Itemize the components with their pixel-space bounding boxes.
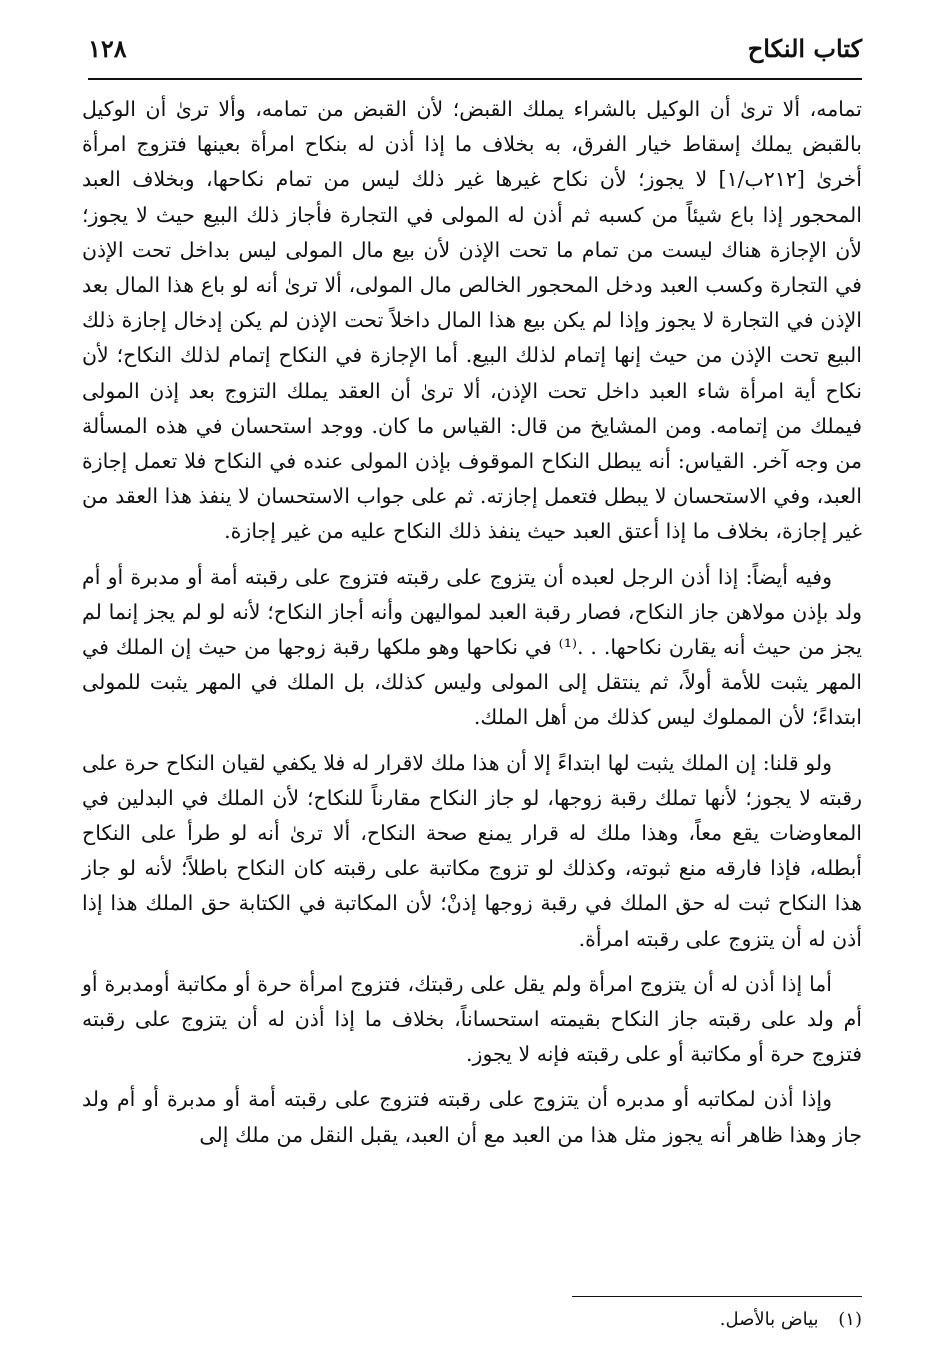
- paragraph-5: وإذا أذن لمكاتبه أو مدبره أن يتزوج على رقبته فتزوج على رقبته أمة أو مدبرة أو أم ولد جاز وهذا ظاهر أنه يجوز مثل هذا من العبد مع أن العبد، يقبل النقل من ملك إلى: [82, 1087, 862, 1147]
- footnote: [720, 1306, 862, 1334]
- paragraph-1: تمامه، ألا ترىٰ أن الوكيل بالشراء يملك القبض؛ لأن القبض من تمامه، وألا ترىٰ أن الوكيل بالقبض يملك إسقاط خيار الفرق، به بخلاف ما إذا أذن له بنكاح امرأة بعينها فتزوج امرأة أخرىٰ [٢١٢ب/١] لا يجوز؛ لأن نكاح غيرها غير ذلك ليس من تمام نكاحها، وبخلاف العبد المحجور إذا باع شيئاً من كسبه ثم أذن له المولى في التجارة فأجاز ذلك البيع حيث لا يجوز؛ لأن الإجازة هناك ليست من تمام ما تحت الإذن لأن بيع مال المولى ليس بداخل تحت الإذن في التجارة وكسب العبد ودخل المحجور الخالص مال المولى، ألا ترىٰ أنه لو باع هذا المال بعد الإذن في التجارة لا يجوز وإذا لم يكن بيع هذا المال داخلاً تحت الإذن لم يكن إدخال إجازة ذلك البيع تحت الإذن من حيث إنها إتمام لذلك البيع. أما الإجازة في النكاح إتمام لذلك النكاح؛ لأن نكاح أية امرأة شاء العبد داخل تحت الإذن، ألا ترىٰ أن العقد يملك التزوج بعد إذن المولى فيملك من إتمامه. ومن المشايخ من قال: القياس ما كان. ووجد استحسان في هذه المسألة من وجه آخر. القياس: أنه يبطل النكاح الموقوف بإذن المولى عنده في النكاح فلا تعمل إجازة العبد، وفي الاستحسان لا يبطل فتعمل إجازته. ثم على جواب الاستحسان لا ينفذ هذا العقد من غير إجازة، بخلاف ما إذا أعتق العبد حيث ينفذ ذلك النكاح عليه من غير إجازة.: [82, 97, 862, 544]
- main-text: [82, 92, 862, 1163]
- paragraph-3: ولو قلنا: إن الملك يثبت لها ابتداءً إلا أن هذا ملك لاقرار له فلا يكفي لقيان النكاح حرة على رقبته لا يجوز؛ لأنها تملك رقبة زوجها، لو جاز النكاح مقارناً للنكاح؛ لأن الملك في البدلين في المعاوضات يقع معاً، وهذا ملك له قرار يمنع صحة النكاح، ألا ترىٰ أنه لو طرأ على النكاح أبطله، فإذا فارقه منع ثبوته، وكذلك لو تزوج مكاتبة على رقبته كان النكاح باطلاً؛ لأنه لو جاز هذا النكاح ثبت له حق الملك في رقبة زوجها إذنْ؛ لأن المكاتبة في الكتابة حق الملك هذا إذا أذن له أن يتزوج على رقبته امرأة.: [82, 750, 862, 951]
- page-header: [88, 28, 862, 80]
- paragraph-4: أما إذا أذن له أن يتزوج امرأة ولم يقل على رقبتك، فتزوج امرأة حرة أو مكاتبة أومدبرة أو أم ولد على رقبته جاز النكاح بقيمته استحساناً، بخلاف ما إذا أذن له أن يتزوج على رقبته فتزوج حرة أو مكاتبة أو على رقبته فإنه لا يجوز.: [82, 971, 862, 1067]
- paragraph-2: وفيه أيضاً: إذا أذن الرجل لعبده أن يتزوج على رقبته فتزوج على رقبته أمة أو مدبرة أو أم ولد بإذن مولاهن جاز النكاح، فصار رقبة العبد لمواليهن وأنه أجاز النكاح؛ لأنه لو لم يجز إنما لم يجز من حيث أنه يقارن نكاحها. . .⁽¹⁾ في نكاحها وهو ملكها رقبة زوجها من حيث إن الملك في المهر يثبت للأمة أولاً، ثم ينتقل إلى المولى وليس كذلك، بل الملك في المهر يثبت للمولى ابتداءً؛ لأن المملوك ليس كذلك من أهل الملك.: [82, 564, 862, 730]
- page-number: ١٢٨: [88, 34, 127, 63]
- running-title: كتاب النكاح: [747, 34, 862, 63]
- footnote-marker: (١): [838, 1309, 862, 1330]
- footnote-divider: [572, 1296, 862, 1297]
- footnote-text: بياض بالأصل.: [719, 1309, 819, 1330]
